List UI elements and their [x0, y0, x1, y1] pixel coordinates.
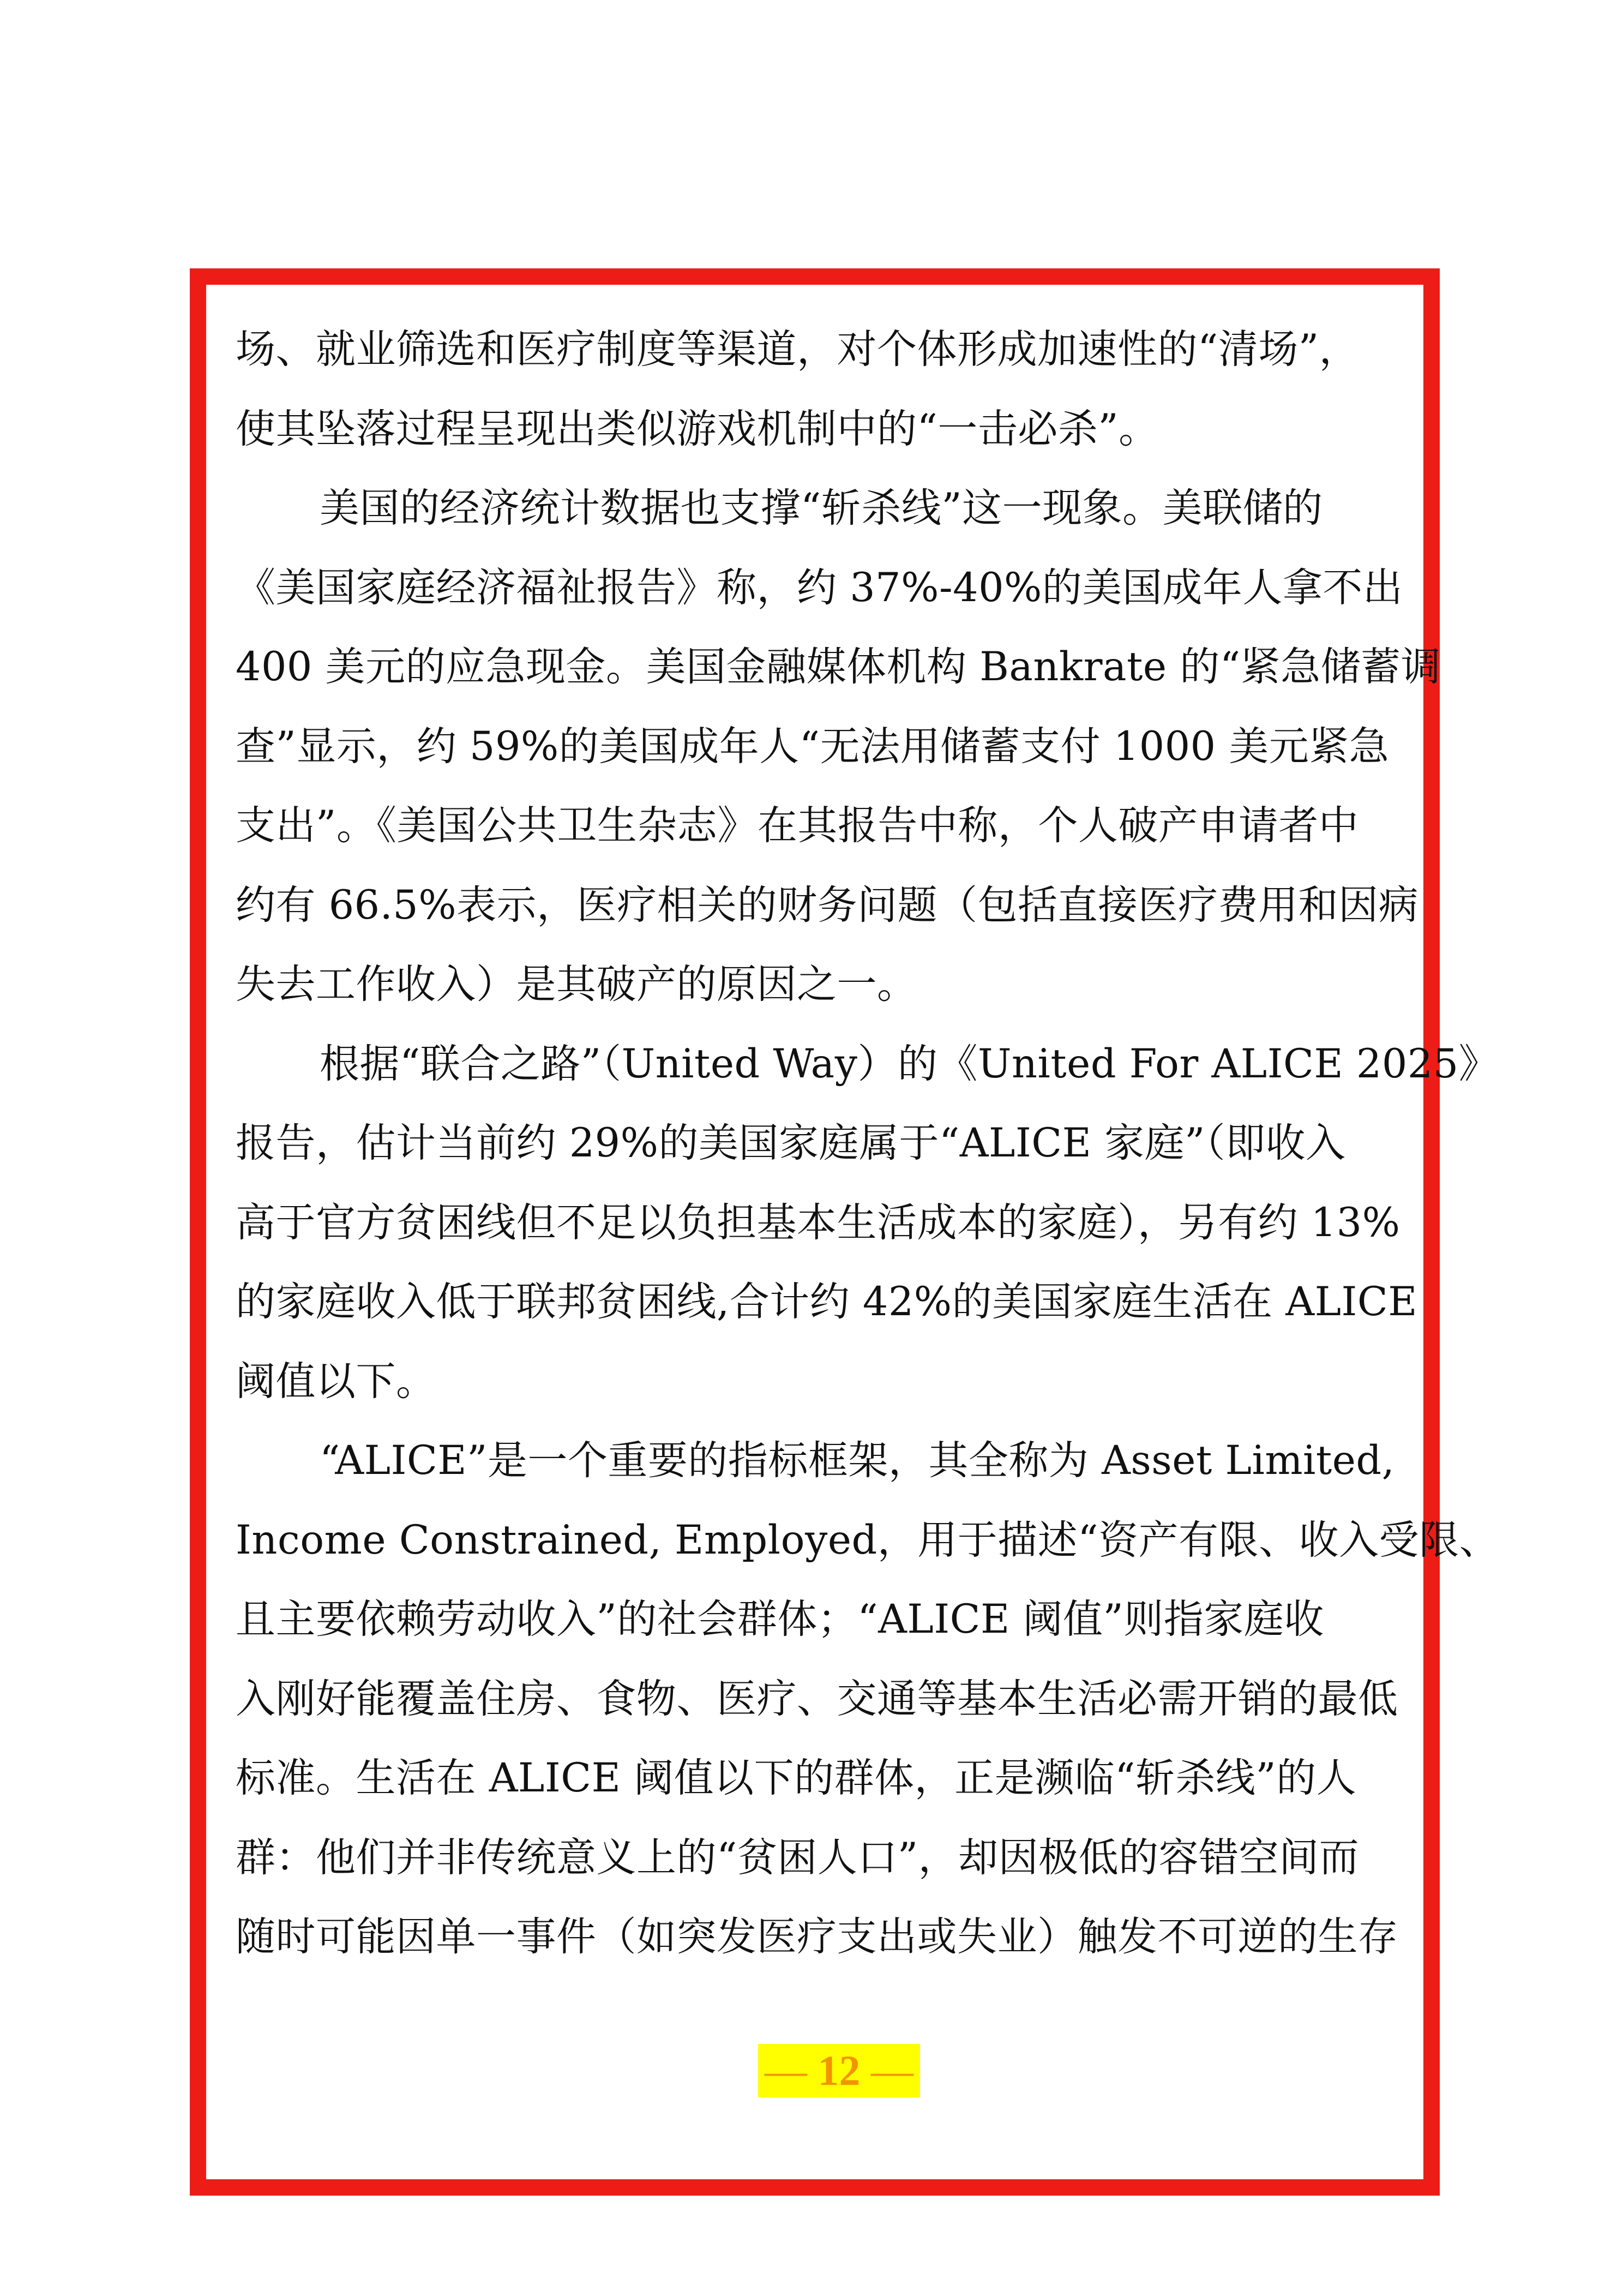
- paragraph-start-line: 美国的经济统计数据也支撑“斩杀线”这一现象。美联储的: [320, 485, 1323, 531]
- text-line: 且主要依赖劳动收入”的社会群体；“ALICE 阈值”则指家庭收: [236, 1596, 1324, 1642]
- text-line: 的家庭收入低于联邦贫困线,合计约 42%的美国家庭生活在 ALICE: [236, 1279, 1418, 1325]
- body-text: [236, 310, 1500, 1977]
- text-line: 阈值以下。: [236, 1358, 436, 1405]
- text-line: 400 美元的应急现金。美国金融媒体机构 Bankrate 的“紧急储蓄调: [236, 644, 1441, 690]
- page-number-dash-right: —: [871, 2047, 913, 2094]
- text-line: 支出”。《美国公共卫生杂志》在其报告中称，个人破产申请者中: [236, 802, 1359, 849]
- text-line: 报告，估计当前约 29%的美国家庭属于“ALICE 家庭”（即收入: [236, 1120, 1346, 1166]
- text-line: 入刚好能覆盖住房、食物、医疗、交通等基本生活必需开销的最低: [236, 1675, 1398, 1722]
- text-line: 使其坠落过程呈现出类似游戏机制中的“一击必杀”。: [236, 405, 1159, 452]
- text-line: 《美国家庭经济福祉报告》称，约 37%-40%的美国成年人拿不出: [236, 564, 1403, 611]
- text-line: 失去工作收入）是其破产的原因之一。: [236, 961, 917, 1008]
- page-number: [758, 2044, 920, 2097]
- text-line: 标准。生活在 ALICE 阈值以下的群体，正是濒临“斩杀线”的人: [236, 1755, 1357, 1801]
- text-line: 群：他们并非传统意义上的“贫困人口”，却因极低的容错空间而: [236, 1834, 1360, 1881]
- text-line: 约有 66.5%表示，医疗相关的财务问题（包括直接医疗费用和因病: [236, 882, 1419, 928]
- text-line: 随时可能因单一事件（如突发医疗支出或失业）触发不可逆的生存: [236, 1914, 1398, 1960]
- text-line: 查”显示，约 59%的美国成年人“无法用储蓄支付 1000 美元紧急: [236, 723, 1390, 770]
- page-border-frame: [190, 268, 1500, 2196]
- text-line: 高于官方贫困线但不足以负担基本生活成本的家庭），另有约 13%: [236, 1199, 1400, 1246]
- text-line: Income Constrained, Employed，用于描述“资产有限、收入受限、: [236, 1516, 1500, 1563]
- page-number-value: 12: [817, 2047, 861, 2094]
- page-number-dash-left: —: [765, 2047, 807, 2094]
- text-line: 场、就业筛选和医疗制度等渠道，对个体形成加速性的“清场”，: [236, 326, 1360, 373]
- paragraph-start-line: “ALICE”是一个重要的指标框架，其全称为 Asset Limited,: [320, 1437, 1395, 1484]
- paragraph-start-line: 根据“联合之路”（United Way）的《United For ALICE 2025》: [320, 1040, 1499, 1087]
